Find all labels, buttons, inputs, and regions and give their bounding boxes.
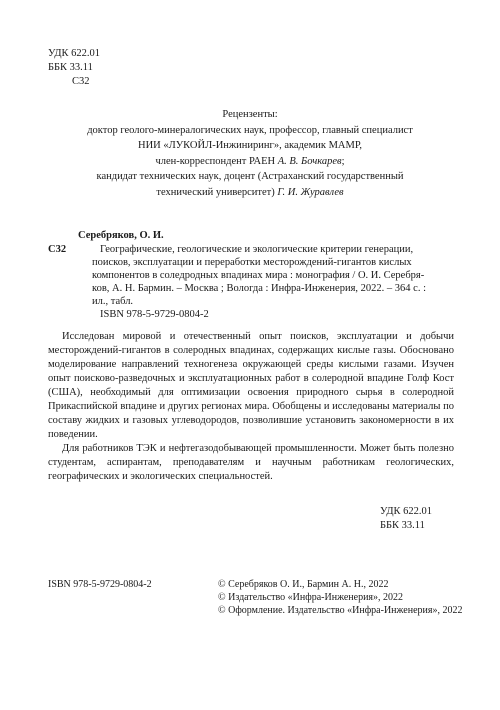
catalog-line: Географические, геологические и экологические критерии генерации, xyxy=(100,244,414,255)
abstract-paragraph: Исследован мировой и отечественный опыт поисков, эксплуатации и добычи месторождений-гигантов в солеродных впадинах, содержащих кислые газы. Обосновано моделирование направлений техногенеза окружающей среды кислыми газами. Изучен опыт поисково-разведочных и эксплуатационных работ в солеродной впадине Голф Кост (США), необходимый для оптимизации освоения природного сырья в солеродной Прикаспийской впадине и других регионах мира. Обобщены и исследованы материалы по составу жидких и газовых углеводородов, позволившие установить закономерности в их поведении. xyxy=(48,331,454,440)
reviewer-line: член-корреспондент РАЕН А. В. Бочкарев; xyxy=(155,155,345,167)
reviewer-line: доктор геолого-минералогических наук, профессор, главный специалист xyxy=(87,124,413,136)
reviewer-name: А. В. Бочкарев xyxy=(277,155,342,167)
abstract xyxy=(48,330,454,484)
udk-code-top: УДК 622.01 xyxy=(48,48,101,59)
catalog-line: ков, А. Н. Бармин. – Москва ; Вологда : Инфра-Инженерия, 2022. – 364 с. : xyxy=(92,283,426,294)
footer-isbn: ISBN 978-5-9729-0804-2 xyxy=(48,579,152,590)
bbk-code-bottom: ББК 33.11 xyxy=(380,520,425,531)
copyright-line: © Издательство «Инфра-Инженерия», 2022 xyxy=(218,592,404,603)
catalog-description xyxy=(92,243,454,321)
catalog-isbn: ISBN 978-5-9729-0804-2 xyxy=(100,309,209,320)
reviewer-line: технический университет) Г. И. Журавлев xyxy=(156,186,344,198)
udk-code-bottom: УДК 622.01 xyxy=(380,506,433,517)
catalog-mark: С32 xyxy=(48,244,67,255)
reviewers-block xyxy=(60,107,440,200)
catalog-line: компонентов в соледродных впадинах мира : монография / О. И. Серебря- xyxy=(92,270,425,281)
copyright-line: © Серебряков О. И., Бармин А. Н., 2022 xyxy=(218,579,389,590)
catalog-line: поисков, эксплуатации и переработки месторождений-гигантов кислых xyxy=(92,257,412,268)
copyright-line: © Оформление. Издательство «Инфра-Инженерия», 2022 xyxy=(218,605,463,616)
bbk-code-top: ББК 33.11 xyxy=(48,62,93,73)
reviewer-line: кандидат технических наук, доцент (Астраханский государственный xyxy=(96,171,404,182)
copyright-block xyxy=(218,578,462,617)
author-mark-top: С32 xyxy=(72,76,90,87)
reviewer-name: Г. И. Журавлев xyxy=(277,186,344,198)
catalog-author: Серебряков, О. И. xyxy=(78,230,164,241)
reviewers-heading: Рецензенты: xyxy=(222,109,278,120)
abstract-paragraph: Для работников ТЭК и нефтегазодобывающей промышленности. Может быть полезно студентам, аспирантам, преподавателям и научным работникам геологических, географических и экологических специальностей. xyxy=(48,443,454,482)
catalog-line: ил., табл. xyxy=(92,296,134,307)
reviewer-line: НИИ «ЛУКОЙЛ-Инжиниринг», академик МАМР, xyxy=(138,140,362,151)
